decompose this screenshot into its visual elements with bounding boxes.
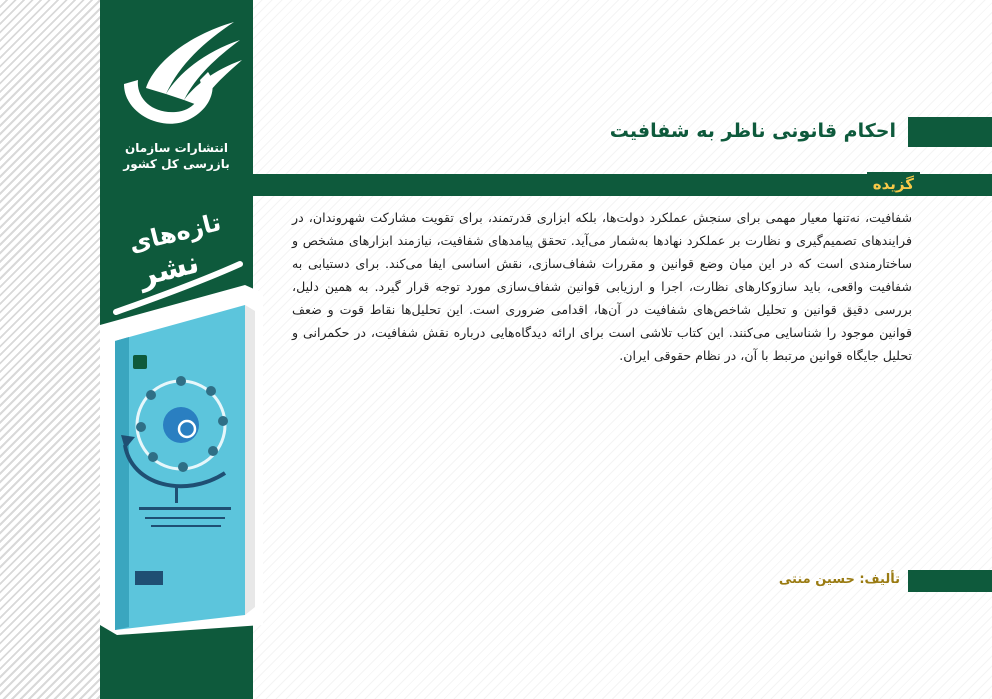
author-accent-bar [908,570,992,592]
summary-text: شفافیت، نه‌تنها معیار مهمی برای سنجش عملکرد دولت‌ها، بلکه ابزاری قدرتمند، برای تقویت مشارکت شهروندان، در فرایندهای تصمیم‌گیری و نظارت بر عملکرد نهادها به‌شمار می‌آید. تحقق پیامدهای شفافیت، نیازمند ابزارهای مشخص و ساختارمندی است که در این میان وضع قوانین و مقررات شفاف‌سازی، نقش اساسی ایفا می‌کند. برای دستیابی به شفافیت واقعی، باید سازوکارهای نظارت، اجرا و ارزیابی قوانین شفاف‌سازی مورد توجه قرار گیرد. به همین دلیل، بررسی دقیق قوانین و تحلیل شاخص‌های شفافیت در آن‌ها، اقدامی ضروری است. این تحلیل‌ها نقاط قوت و ضعف قوانین موجود را شناسایی می‌کنند. این کتاب تلاشی است برای ارائه دیدگاه‌هایی درباره نقش شفافیت، در حکمرانی و تحلیل جایگاه قوانین مرتبط با آن، در نظام حقوقی ایران. [292,210,912,363]
background-stripes-left [0,0,100,699]
book-title: احکام قانونی ناظر به شفافیت [609,120,896,142]
book-author: تألیف: حسین منتی [778,572,900,587]
publisher-logo [100,14,253,134]
summary-label: گزیده [867,172,920,196]
publisher-line-1: انتشارات سازمان [125,141,228,155]
publisher-name [100,140,253,172]
title-accent-bar [908,117,992,147]
publisher-line-2: بازرسی کل کشور [123,157,230,171]
book-cover-image [95,285,265,645]
new-publications-line-2: نشر [135,245,203,294]
new-publications-line-1: تازه‌های [126,208,224,258]
